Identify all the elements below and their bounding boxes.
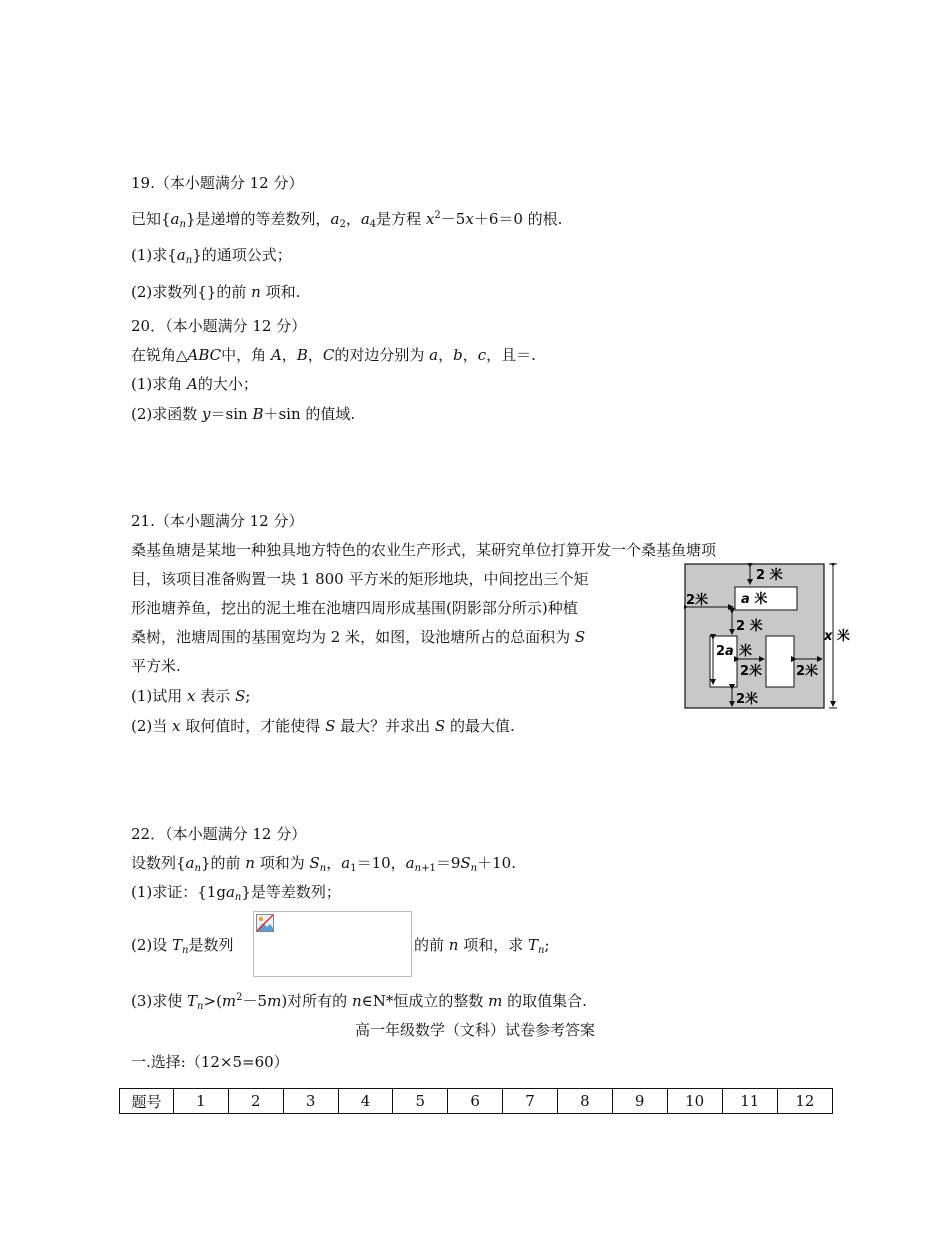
q21-line1: 桑基鱼塘是某地一种独具地方特色的农业生产形式，某研究单位打算开发一个桑基鱼塘项 [131, 541, 717, 559]
q19-header: 19.（本小题满分 12 分） [131, 174, 304, 192]
table-cell: 5 [393, 1089, 448, 1114]
fig-bottom-gap-label: 2米 [736, 692, 759, 707]
q21-part2: (2)当 x 取何值时，才能使得 S 最大？并求出 S 的最大值. [131, 717, 515, 735]
answer-section: 一.选择:（12×5=60） [131, 1053, 289, 1071]
q22-part3: (3)求使 $T_n>(m^2-5m)$对所有的 n∈N*恒成立的整数 m 的取值集合. [131, 992, 587, 1012]
missing-image-placeholder [253, 911, 412, 977]
q19-statement: 已知$\{a_n\}$是递增的等差数列，$a_2$，$a_4$是方程 $x^2-5x+6=0$ 的根. [131, 210, 563, 230]
fig-pond-left-unit: 米 [739, 644, 753, 659]
q21-line5: 平方米. [131, 657, 181, 675]
table-cell: 6 [448, 1089, 503, 1114]
q19-part1: (1)求$\{a_n\}$的通项公式； [131, 246, 292, 266]
fig-gap-between-label: 2米 [740, 664, 763, 679]
q22-part1: (1)求证：$\{1ga_n\}$是等差数列； [131, 883, 341, 903]
q20-part2: (2)求函数 y＝sin B＋sin 的值域. [131, 405, 356, 423]
table-cell: 8 [557, 1089, 612, 1114]
answer-title: 高一年级数学（文科）试卷参考答案 [354, 1021, 595, 1039]
q19-part2: (2)求数列{}的前 n 项和. [131, 283, 301, 301]
table-cell: 7 [503, 1089, 558, 1114]
table-cell: 10 [667, 1089, 722, 1114]
fig-mid-gap-label: 2 米 [736, 619, 763, 634]
fig-left-gap-label: 2米 [686, 593, 709, 608]
q22-part2-tail: 的前 n 项和，求 $T_n$; [414, 936, 550, 956]
q20-part1: (1)求角 A的大小； [131, 375, 258, 393]
land-plot [685, 564, 824, 708]
q21-line3: 形池塘养鱼，挖出的泥土堆在池塘四周形成基围(阴影部分所示)种植 [131, 599, 578, 617]
pond-right [766, 636, 794, 687]
q21-line2: 目，该项目准备购置一块 1 800 平方米的矩形地块，中间挖出三个矩 [131, 570, 589, 588]
q21-line4: 桑树，池塘周围的基围宽均为 2 米，如图，设池塘所占的总面积为 S [131, 628, 586, 646]
table-cell: 3 [283, 1089, 338, 1114]
q20-statement: 在锐角△ABC中，角 A，B，C的对边分别为 a，b，c，且＝. [131, 346, 536, 364]
q21-header: 21.（本小题满分 12 分） [131, 512, 304, 530]
table-row [120, 1089, 833, 1114]
table-cell: 1 [174, 1089, 229, 1114]
q22-statement: 设数列$\{a_n\}$的前 n 项和为 $S_n$，$a_1=10$，$a_{n+1}=9S_n+10$. [131, 854, 516, 874]
fish-pond-figure [684, 563, 854, 713]
q22-part2: (2)设 $T_n$是数列 [131, 936, 234, 956]
q20-header: 20．（本小题满分 12 分） [131, 317, 307, 335]
table-cell: 12 [777, 1089, 832, 1114]
table-cell: 9 [612, 1089, 667, 1114]
answer-table [119, 1088, 833, 1114]
q21-part1: (1)试用 x 表示 S; [131, 687, 251, 705]
fig-right-gap-label: 2米 [796, 664, 819, 679]
table-cell: 4 [338, 1089, 393, 1114]
table-cell: 11 [722, 1089, 777, 1114]
fig-top-gap-label: 2 米 [756, 568, 783, 583]
table-cell: 题号 [120, 1089, 174, 1114]
fig-side-label: x 米 [824, 629, 850, 644]
fig-pond-left-label: 2a [716, 644, 734, 659]
table-cell: 2 [228, 1089, 283, 1114]
broken-image-icon [256, 914, 274, 932]
q22-header: 22．（本小题满分 12 分） [131, 825, 307, 843]
fig-pond-top-label: a 米 [741, 592, 768, 607]
